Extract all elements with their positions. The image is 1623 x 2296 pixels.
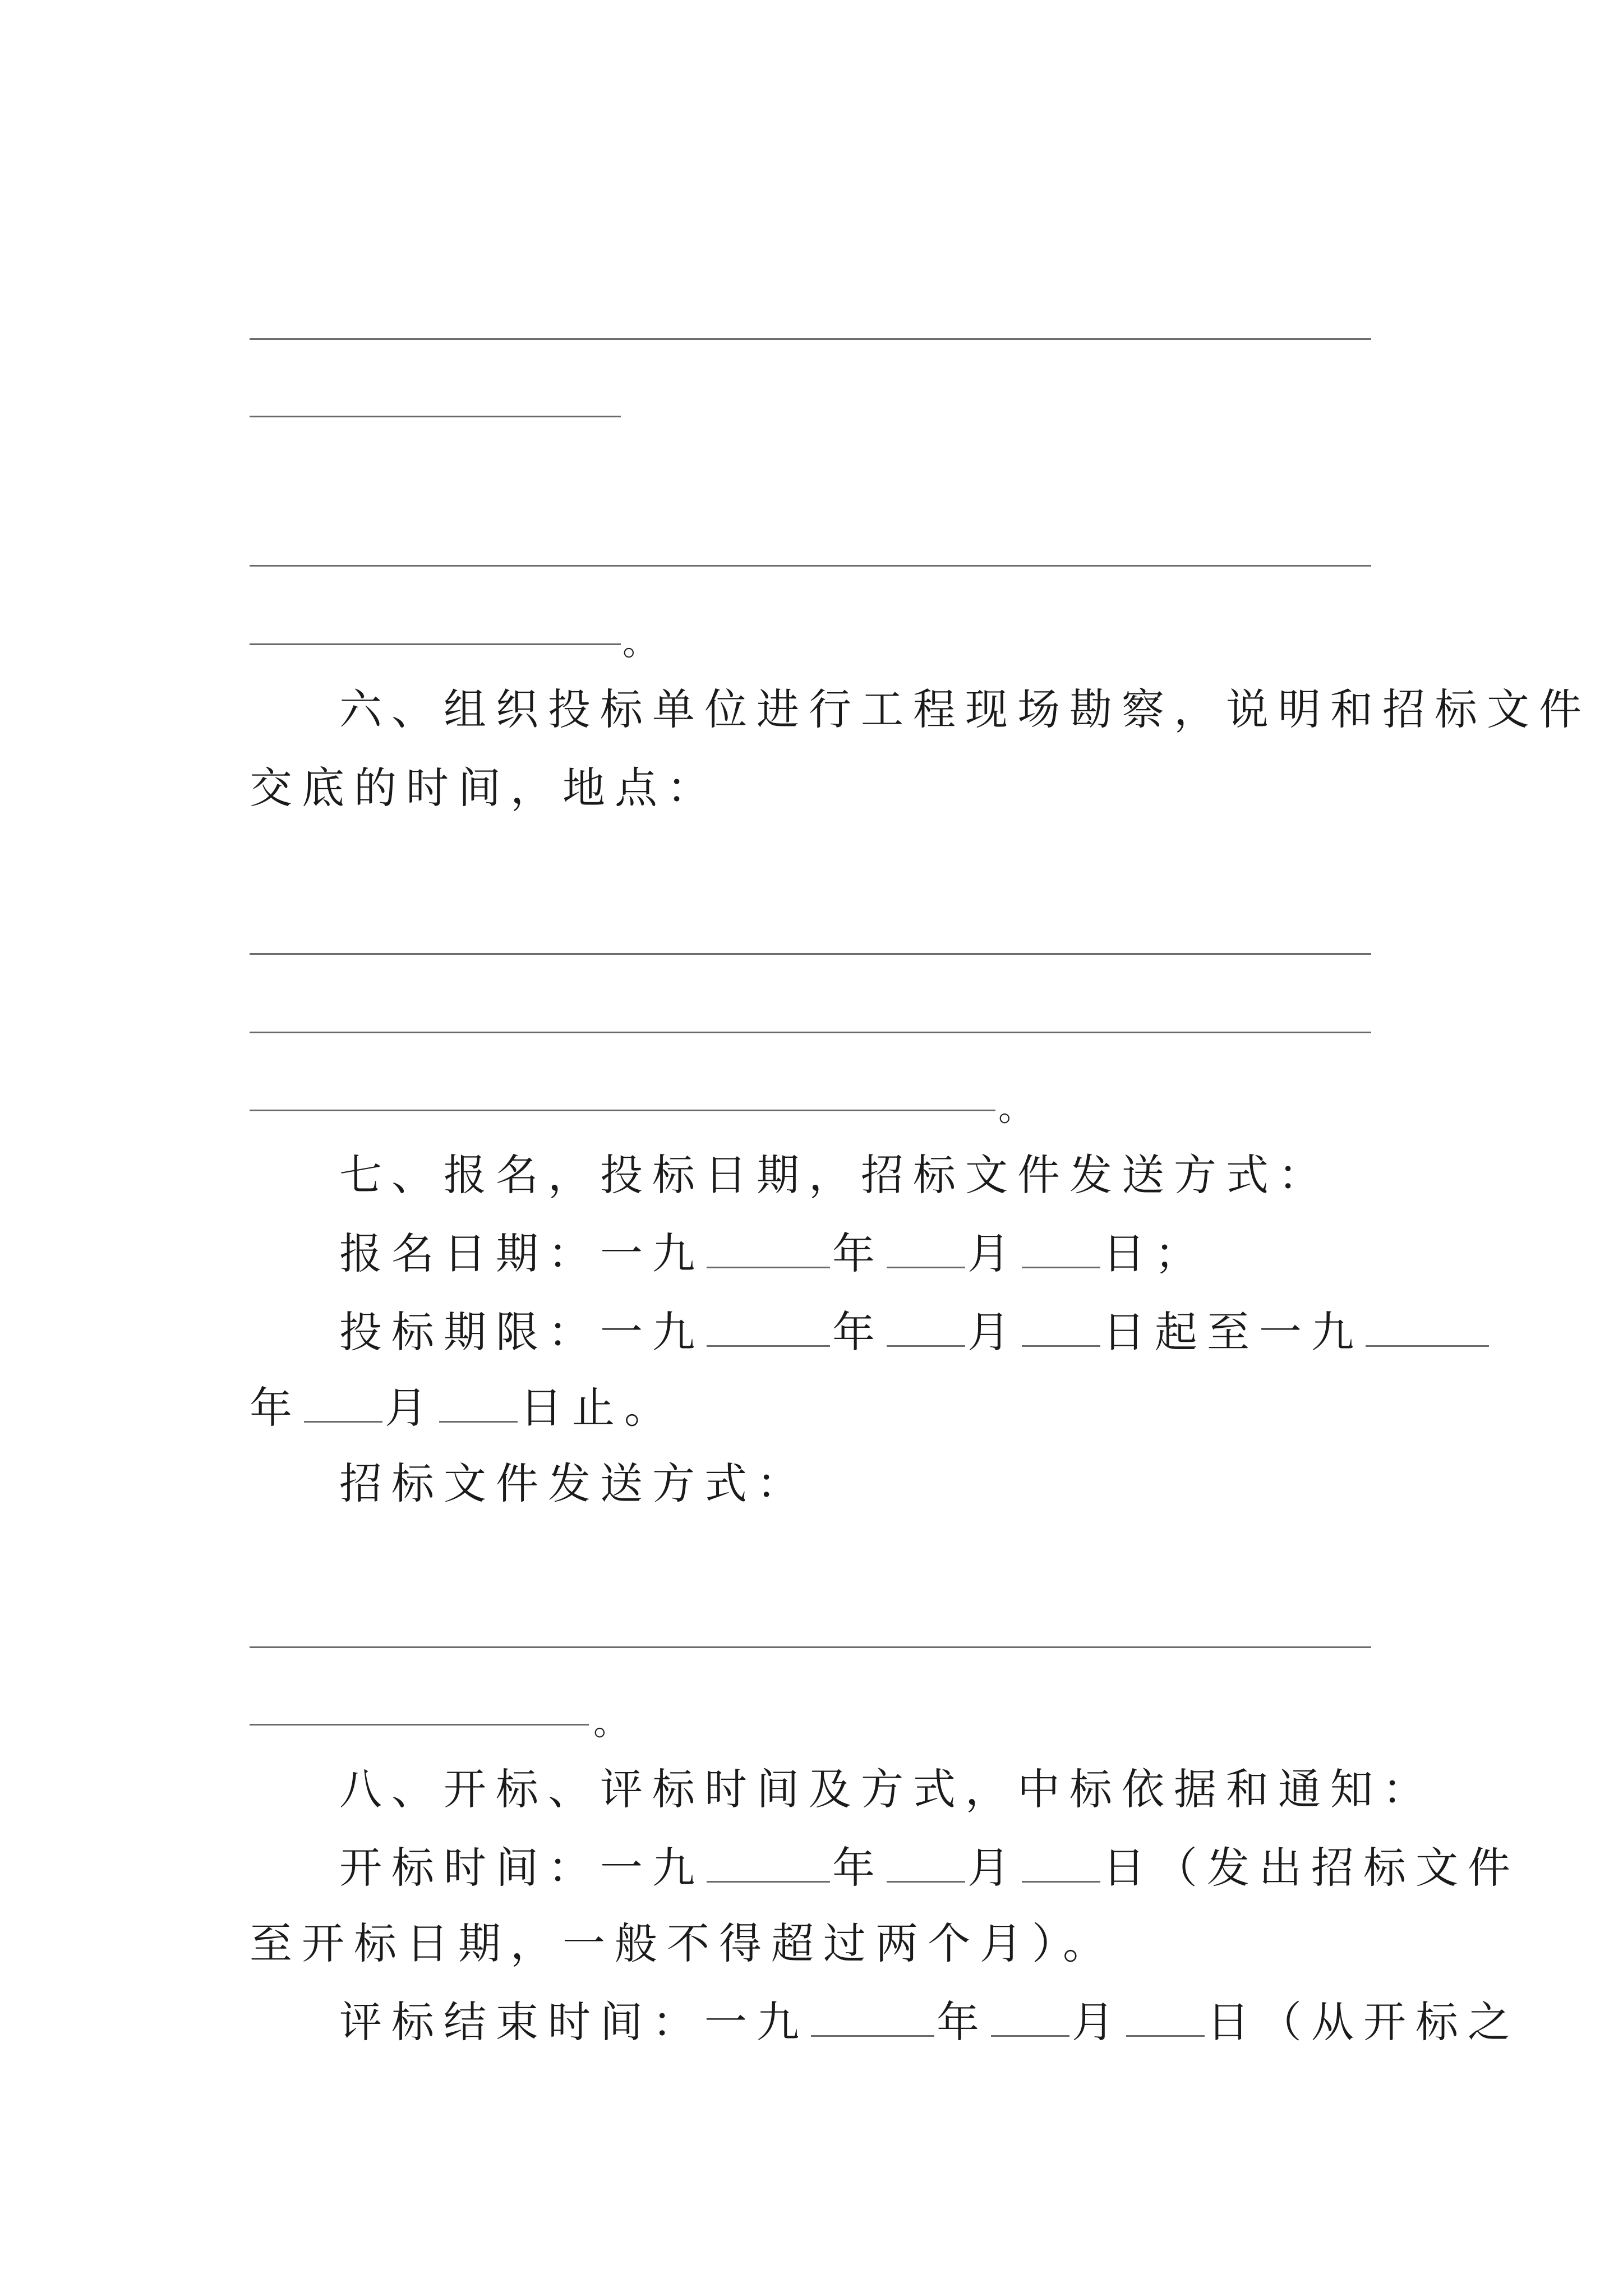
bid-start-day-unit: 日起至一九 bbox=[1103, 1307, 1363, 1357]
opening-day-note: 日（发出招标文件 bbox=[1103, 1843, 1520, 1893]
period-2: 。 bbox=[998, 1088, 1034, 1129]
opening-time-line2: 至开标日期，一般不得超过两个月）。 bbox=[250, 1918, 1115, 1968]
evaluation-year-unit: 年 bbox=[937, 1997, 989, 2047]
blank-line-4 bbox=[250, 643, 621, 645]
opening-time-line1 bbox=[339, 1840, 1520, 1896]
period-3: 。 bbox=[593, 1702, 629, 1743]
bid-start-month-unit: 月 bbox=[967, 1307, 1020, 1357]
signup-date-label: 报名日期：一九 bbox=[339, 1228, 704, 1278]
blank-line-7 bbox=[250, 1110, 995, 1111]
bid-end-year-unit: 年 bbox=[250, 1383, 302, 1433]
signup-day-blank bbox=[1022, 1226, 1100, 1268]
bid-period-line2 bbox=[250, 1380, 676, 1436]
signup-year-blank bbox=[707, 1226, 830, 1268]
blank-line-6 bbox=[250, 1032, 1371, 1033]
signup-month-blank bbox=[887, 1226, 965, 1268]
evaluation-day-note: 日（从开标之 bbox=[1207, 1997, 1520, 2047]
section-7-heading: 七、报名，投标日期，招标文件发送方式： bbox=[339, 1150, 1330, 1200]
blank-line-1 bbox=[250, 338, 1371, 340]
opening-year-unit: 年 bbox=[832, 1843, 884, 1893]
bid-start-year-unit: 年 bbox=[832, 1307, 884, 1357]
signup-month-unit: 月 bbox=[967, 1228, 1020, 1278]
opening-day-blank bbox=[1022, 1841, 1100, 1883]
section-6-heading-line2: 交底的时间，地点： bbox=[250, 763, 719, 813]
evaluation-end-line bbox=[339, 1994, 1520, 2050]
opening-year-blank bbox=[707, 1841, 830, 1883]
blank-line-5 bbox=[250, 953, 1371, 955]
evaluation-month-blank bbox=[991, 1995, 1069, 2037]
bid-end-month-unit: 月 bbox=[385, 1383, 437, 1433]
evaluation-day-blank bbox=[1126, 1995, 1205, 2037]
bid-end-day-unit: 日止。 bbox=[520, 1383, 676, 1433]
blank-line-9 bbox=[250, 1724, 589, 1726]
evaluation-year-blank bbox=[811, 1995, 934, 2037]
blank-line-8 bbox=[250, 1646, 1371, 1648]
signup-date-line bbox=[339, 1226, 1207, 1282]
section-8-heading: 八、开标、评标时间及方式，中标依据和通知： bbox=[339, 1764, 1435, 1814]
evaluation-month-unit: 月 bbox=[1072, 1997, 1124, 2047]
bid-period-label: 投标期限：一九 bbox=[339, 1307, 704, 1357]
bid-start-year-blank bbox=[707, 1305, 830, 1347]
signup-day-unit: 日； bbox=[1103, 1228, 1207, 1278]
bid-period-line1 bbox=[339, 1304, 1491, 1360]
blank-line-2 bbox=[250, 416, 621, 417]
period-1: 。 bbox=[623, 622, 658, 663]
bid-end-year-blank bbox=[1366, 1305, 1489, 1347]
evaluation-end-label: 评标结束时间：一九 bbox=[339, 1997, 809, 2047]
delivery-method-label: 招标文件发送方式： bbox=[339, 1458, 809, 1508]
bid-start-day-blank bbox=[1022, 1305, 1100, 1347]
blank-line-3 bbox=[250, 565, 1371, 567]
opening-time-label: 开标时间：一九 bbox=[339, 1843, 704, 1893]
section-6-heading-line1: 六、组织投标单位进行工程现场勘察，说明和招标文件 bbox=[339, 684, 1591, 734]
bid-end-day-blank bbox=[439, 1381, 518, 1423]
opening-month-blank bbox=[887, 1841, 965, 1883]
bid-start-month-blank bbox=[887, 1305, 965, 1347]
bid-end-month-blank bbox=[304, 1381, 382, 1423]
signup-year-unit: 年 bbox=[832, 1228, 884, 1278]
opening-month-unit: 月 bbox=[967, 1843, 1020, 1893]
